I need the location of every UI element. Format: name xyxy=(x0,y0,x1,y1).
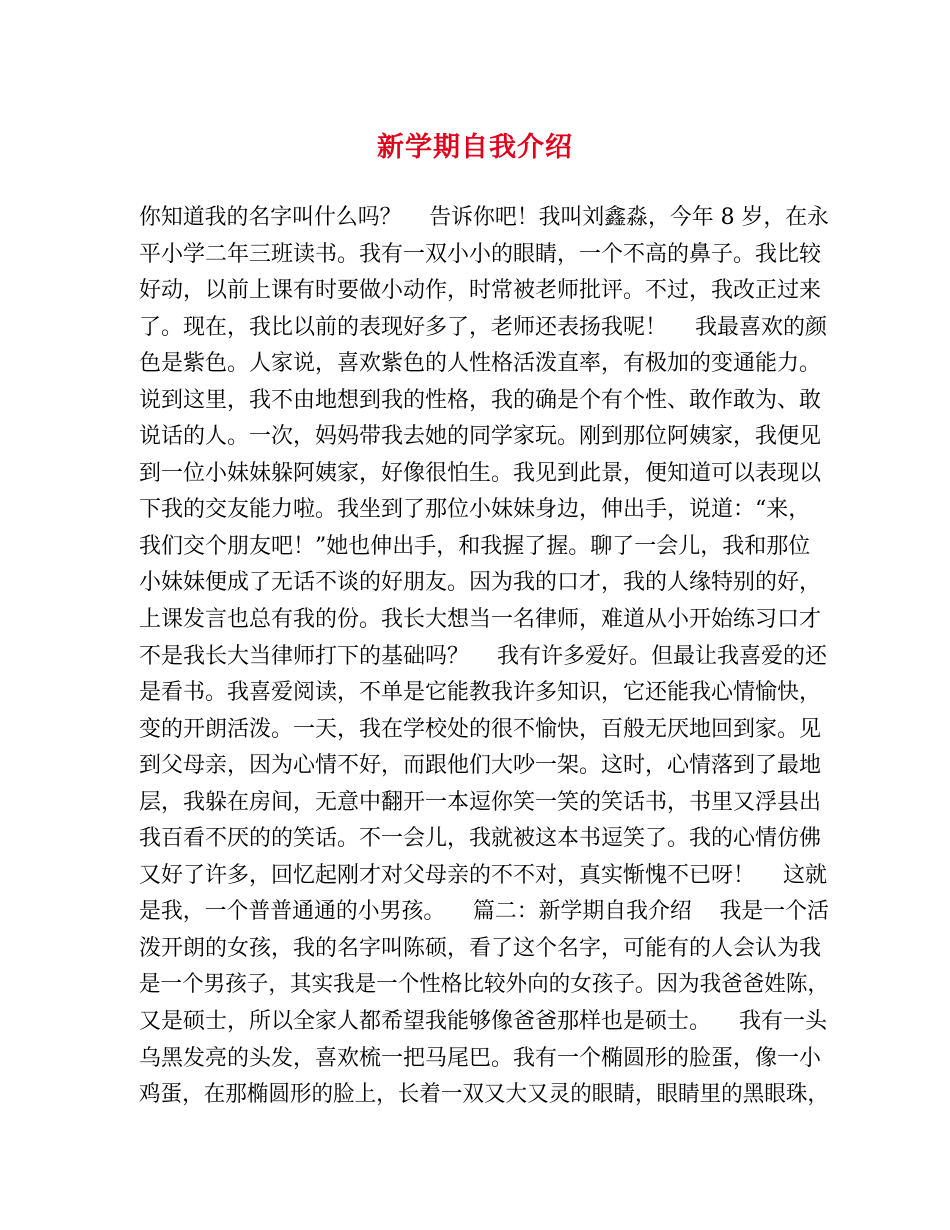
text-line: 是看书。我喜爱阅读，不单是它能教我许多知识，它还能我心情愉快， xyxy=(139,680,822,706)
text-line: 到一位小妹妹躲阿姨家，好像很怕生。我见到此景，便知道可以表现以 xyxy=(139,460,822,486)
text-line: 泼开朗的女孩，我的名字叫陈硕，看了这个名字，可能有的人会认为我 xyxy=(139,935,822,961)
text-line: 说到这里，我不由地想到我的性格，我的确是个有个性、敢作敢为、敢 xyxy=(139,387,822,413)
text-line: 又是硕士，所以全家人都希望我能够像爸爸那样也是硕士。 我有一头 xyxy=(139,1009,827,1035)
text-line: 到父母亲，因为心情不好，而跟他们大吵一架。这时，心情落到了最地 xyxy=(139,753,822,779)
body-text xyxy=(139,200,829,1114)
text-line: 不是我长大当律师打下的基础吗？ 我有许多爱好。但最让我喜爱的还 xyxy=(139,643,827,669)
text-line: 我百看不厌的的笑话。不一会儿，我就被这本书逗笑了。我的心情仿佛 xyxy=(139,826,822,852)
text-line: 层，我躲在房间，无意中翻开一本逗你笑一笑的笑话书，书里又浮县出 xyxy=(139,789,822,815)
text-line: 好动，以前上课有时要做小动作，时常被老师批评。不过，我改正过来 xyxy=(139,278,822,304)
text-line: 说话的人。一次，妈妈带我去她的同学家玩。刚到那位阿姨家，我便见 xyxy=(139,424,822,450)
text-line: 平小学二年三班读书。我有一双小小的眼睛，一个不高的鼻子。我比较 xyxy=(139,241,822,267)
page-title: 新学期自我介绍 xyxy=(377,132,573,163)
text-line: 又好了许多，回忆起刚才对父母亲的不不对，真实惭愧不已呀！ 这就 xyxy=(139,862,827,888)
text-line: 你知道我的名字叫什么吗？ 告诉你吧！我叫刘鑫淼，今年 8 岁，在永 xyxy=(139,205,829,230)
text-line: 我们交个朋友吧！”她也伸出手，和我握了握。聊了一会儿，我和那位 xyxy=(139,533,811,559)
text-line: 了。现在，我比以前的表现好多了，老师还表扬我呢！ 我最喜欢的颜 xyxy=(139,314,827,340)
text-line: 下我的交友能力啦。我坐到了那位小妹妹身边，伸出手，说道：“来， xyxy=(139,497,811,523)
text-line: 鸡蛋，在那椭圆形的脸上，长着一双又大又灵的眼睛，眼睛里的黑眼珠， xyxy=(139,1082,830,1108)
text-line: 是我，一个普普通通的小男孩。 篇二：新学期自我介绍 我是一个活 xyxy=(139,899,829,925)
text-line: 小妹妹便成了无话不谈的好朋友。因为我的口才，我的人缘特别的好， xyxy=(139,570,822,596)
text-line: 乌黑发亮的头发，喜欢梳一把马尾巴。我有一个椭圆形的脸蛋，像一小 xyxy=(139,1045,822,1071)
text-line: 色是紫色。人家说，喜欢紫色的人性格活泼直率，有极加的变通能力。 xyxy=(139,351,822,377)
text-line: 变的开朗活泼。一天，我在学校处的很不愉快，百般无厌地回到家。见 xyxy=(139,716,822,742)
text-line: 是一个男孩子，其实我是一个性格比较外向的女孩子。因为我爸爸姓陈， xyxy=(139,972,830,998)
text-line: 上课发言也总有我的份。我长大想当一名律师，难道从小开始练习口才 xyxy=(139,607,822,633)
